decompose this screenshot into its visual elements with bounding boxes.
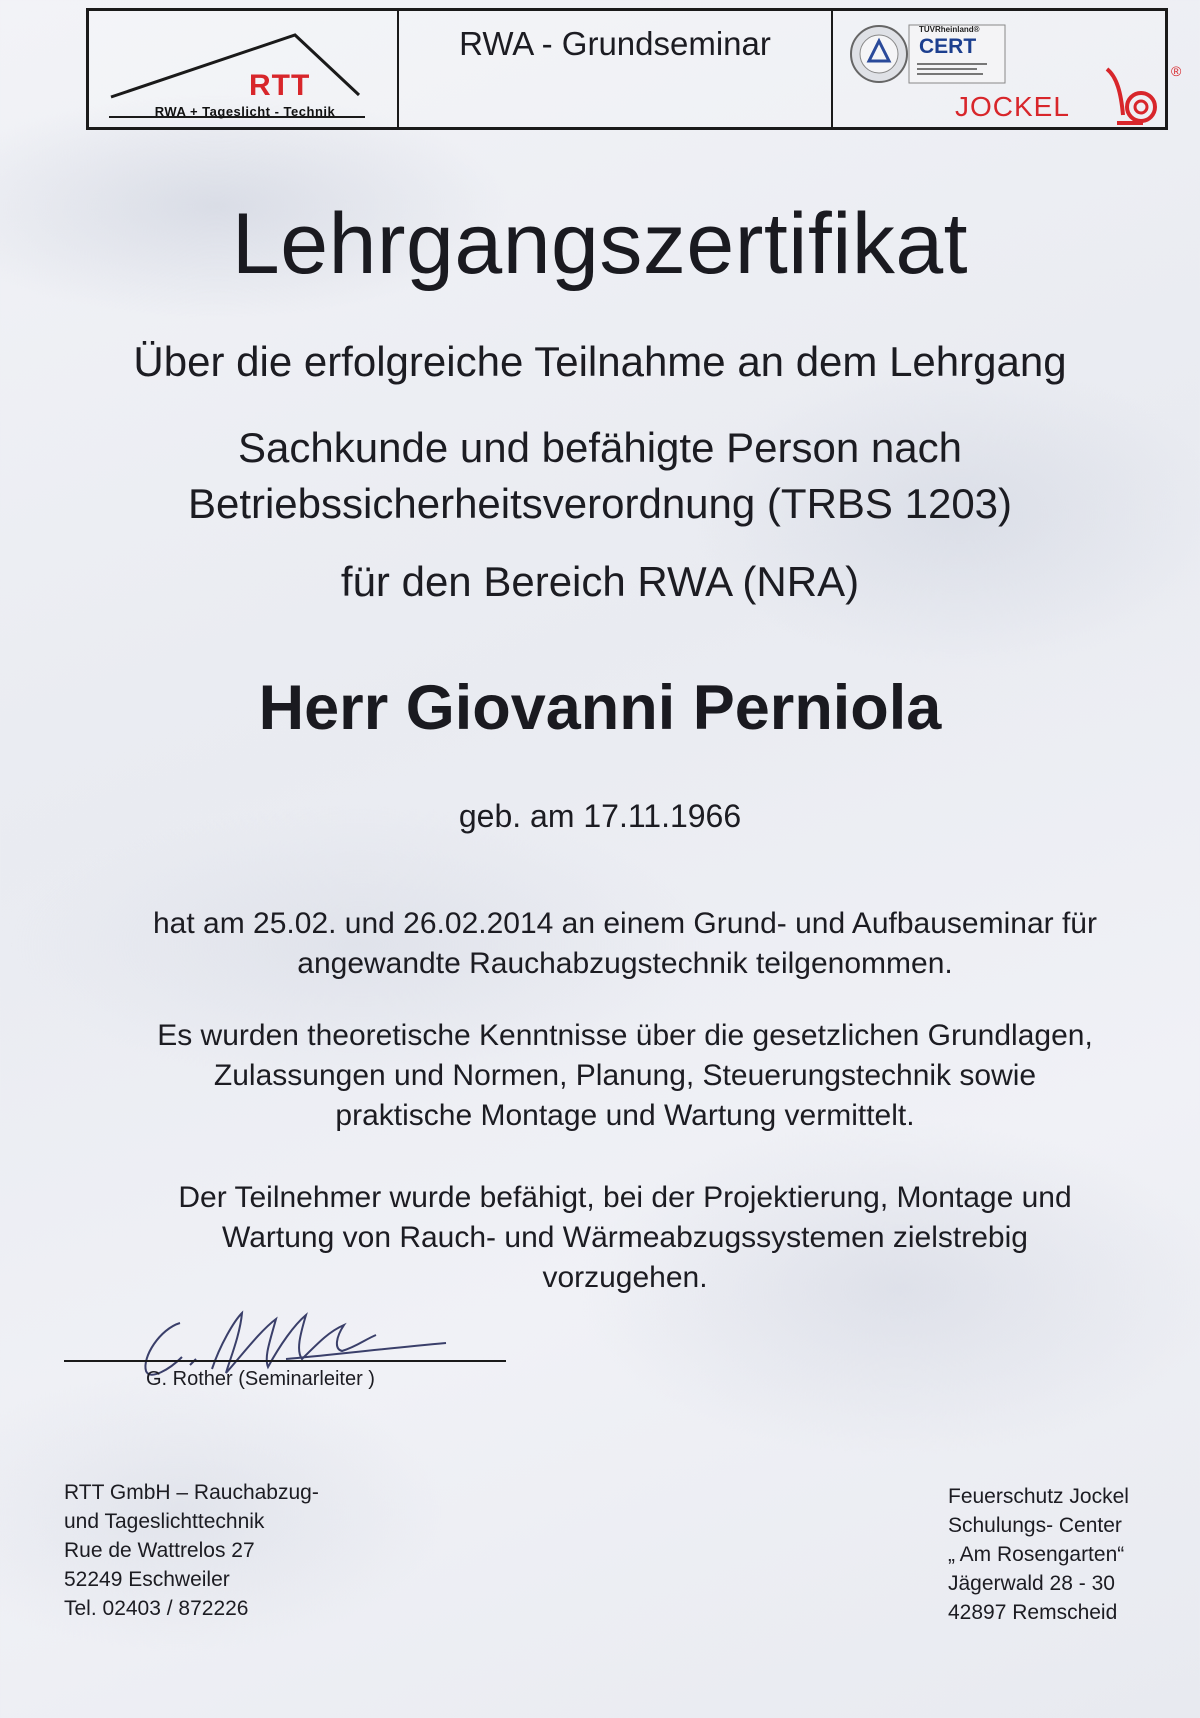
address-line: Schulungs- Center xyxy=(948,1514,1122,1537)
knowledge-paragraph xyxy=(40,1016,1200,1136)
address-line: 52249 Eschweiler xyxy=(64,1568,230,1591)
address-line: „ Am Rosengarten“ xyxy=(948,1543,1125,1566)
rtt-logo-letters: RTT xyxy=(249,69,311,102)
paragraph-line: Der Teilnehmer wurde befähigt, bei der Projektierung, Montage und xyxy=(178,1181,1072,1214)
course-name xyxy=(0,420,1200,532)
rtt-address-block xyxy=(64,1478,319,1623)
address-line: Jägerwald 28 - 30 xyxy=(948,1572,1115,1595)
address-line: RTT GmbH – Rauchabzug- xyxy=(64,1481,319,1504)
address-line: Rue de Wattrelos 27 xyxy=(64,1539,255,1562)
address-line: und Tageslichttechnik xyxy=(64,1510,265,1533)
partner-logos-cell xyxy=(833,11,1182,127)
participation-line: Über die erfolgreiche Teilnahme an dem Lehrgang xyxy=(133,338,1067,385)
jockel-wordmark: JOCKEL xyxy=(955,91,1070,122)
qualification-paragraph xyxy=(40,1178,1200,1298)
jockel-snail-logo-icon xyxy=(1103,63,1167,133)
address-line: 42897 Remscheid xyxy=(948,1601,1118,1624)
tuv-cert-label: CERT xyxy=(919,35,977,58)
signature-caption: G. Rother (Seminarleiter ) xyxy=(146,1368,375,1390)
certificate-title: Lehrgangszertifikat xyxy=(231,196,969,292)
rtt-logo-tagline: RWA + Tageslicht - Technik xyxy=(154,104,336,119)
course-line: Sachkunde und befähigte Person nach xyxy=(238,424,962,471)
paragraph-line: angewandte Rauchabzugstechnik teilgenommen. xyxy=(297,947,953,980)
birth-date-line: geb. am 17.11.1966 xyxy=(458,798,742,834)
area-line: für den Bereich RWA (NRA) xyxy=(340,558,860,605)
paragraph-line: praktische Montage und Wartung vermittelt. xyxy=(335,1099,915,1132)
address-line: Feuerschutz Jockel xyxy=(948,1485,1129,1508)
paragraph-line: hat am 25.02. und 26.02.2014 an einem Grund- und Aufbauseminar für xyxy=(153,907,1097,940)
attendance-paragraph xyxy=(40,904,1200,984)
paragraph-line: Wartung von Rauch- und Wärmeabzugssystemen zielstrebig xyxy=(222,1221,1028,1254)
paragraph-line: vorzugehen. xyxy=(542,1261,708,1294)
registered-mark: ® xyxy=(1171,63,1182,79)
rtt-logo-cell xyxy=(89,11,399,127)
tuv-brand-label: TÜVRheinland® xyxy=(919,25,980,34)
address-line: Tel. 02403 / 872226 xyxy=(64,1597,249,1620)
paragraph-line: Zulassungen und Normen, Planung, Steuerungstechnik sowie xyxy=(213,1059,1037,1092)
seminar-title: RWA - Grundseminar xyxy=(459,25,771,62)
recipient-name: Herr Giovanni Perniola xyxy=(258,673,942,743)
jockel-address-block xyxy=(948,1482,1129,1627)
seminar-title-cell xyxy=(399,11,833,127)
paragraph-line: Es wurden theoretische Kenntnisse über die gesetzlichen Grundlagen, xyxy=(157,1019,1093,1052)
course-line: Betriebssicherheitsverordnung (TRBS 1203) xyxy=(187,480,1013,527)
certificate-header xyxy=(86,8,1182,130)
signature-line xyxy=(64,1360,506,1362)
